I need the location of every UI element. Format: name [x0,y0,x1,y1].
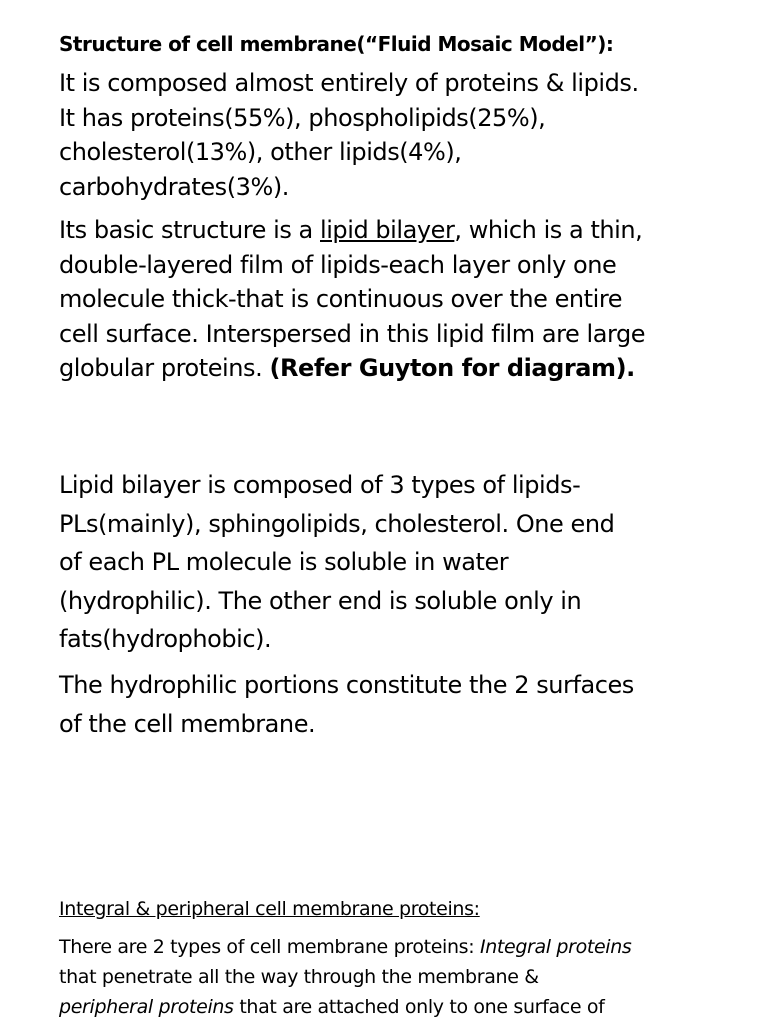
bilayer-paragraph [59,213,749,386]
proteins-line-2: that penetrate all the way through the membrane & [59,966,539,988]
lipid-types-line-3: of each PL molecule is soluble in water [59,548,509,577]
lipid-bilayer-term: lipid bilayer [320,216,455,244]
proteins-line-3-rest: that are attached only to one surface of [233,996,605,1018]
lipid-types-line-2: PLs(mainly), sphingolipids, cholesterol. One end [59,509,615,538]
composition-line-3: cholesterol(13%), other lipids(4%), [59,138,462,166]
subheading-text: Integral & peripheral cell membrane proteins: [59,898,480,920]
bilayer-line-3: molecule thick-that is continuous over the entire [59,285,623,313]
proteins-line-1: There are 2 types of cell membrane proteins: [59,936,480,958]
proteins-subheading [59,895,749,923]
lipid-types-line-5: fats(hydrophobic). [59,625,272,654]
hydrophilic-line-1: The hydrophilic portions constitute the 2 surfaces [59,671,634,699]
heading-text: Structure of cell membrane(“Fluid Mosaic Model”): [59,32,614,56]
guyton-reference: (Refer Guyton for diagram). [269,354,635,382]
composition-line-2: It has proteins(55%), phospholipids(25%), [59,103,546,132]
lipid-types-line-1: Lipid bilayer is composed of 3 types of lipids- [59,471,581,499]
composition-paragraph [59,66,749,204]
bilayer-line-4: cell surface. Interspersed in this lipid film are large [59,319,646,348]
composition-line-1: It is composed almost entirely of proteins & lipids. [59,69,639,97]
lipid-types-paragraph [59,466,749,659]
proteins-paragraph [59,932,749,1022]
hydrophilic-paragraph [59,666,749,743]
bilayer-line-1-rest: , which is a thin, [454,216,643,244]
lipid-types-line-4: (hydrophilic). The other end is soluble only in [59,586,582,615]
integral-proteins-term: Integral proteins [479,936,632,958]
slide-heading [59,29,749,59]
peripheral-proteins-term: peripheral proteins [59,996,234,1018]
hydrophilic-line-2: of the cell membrane. [59,709,316,738]
bilayer-line-5: globular proteins. [59,354,270,382]
composition-line-4: carbohydrates(3%). [59,172,289,201]
bilayer-line-2: double-layered film of lipids-each layer only one [59,250,617,279]
bilayer-lead-text: Its basic structure is a [59,216,320,244]
